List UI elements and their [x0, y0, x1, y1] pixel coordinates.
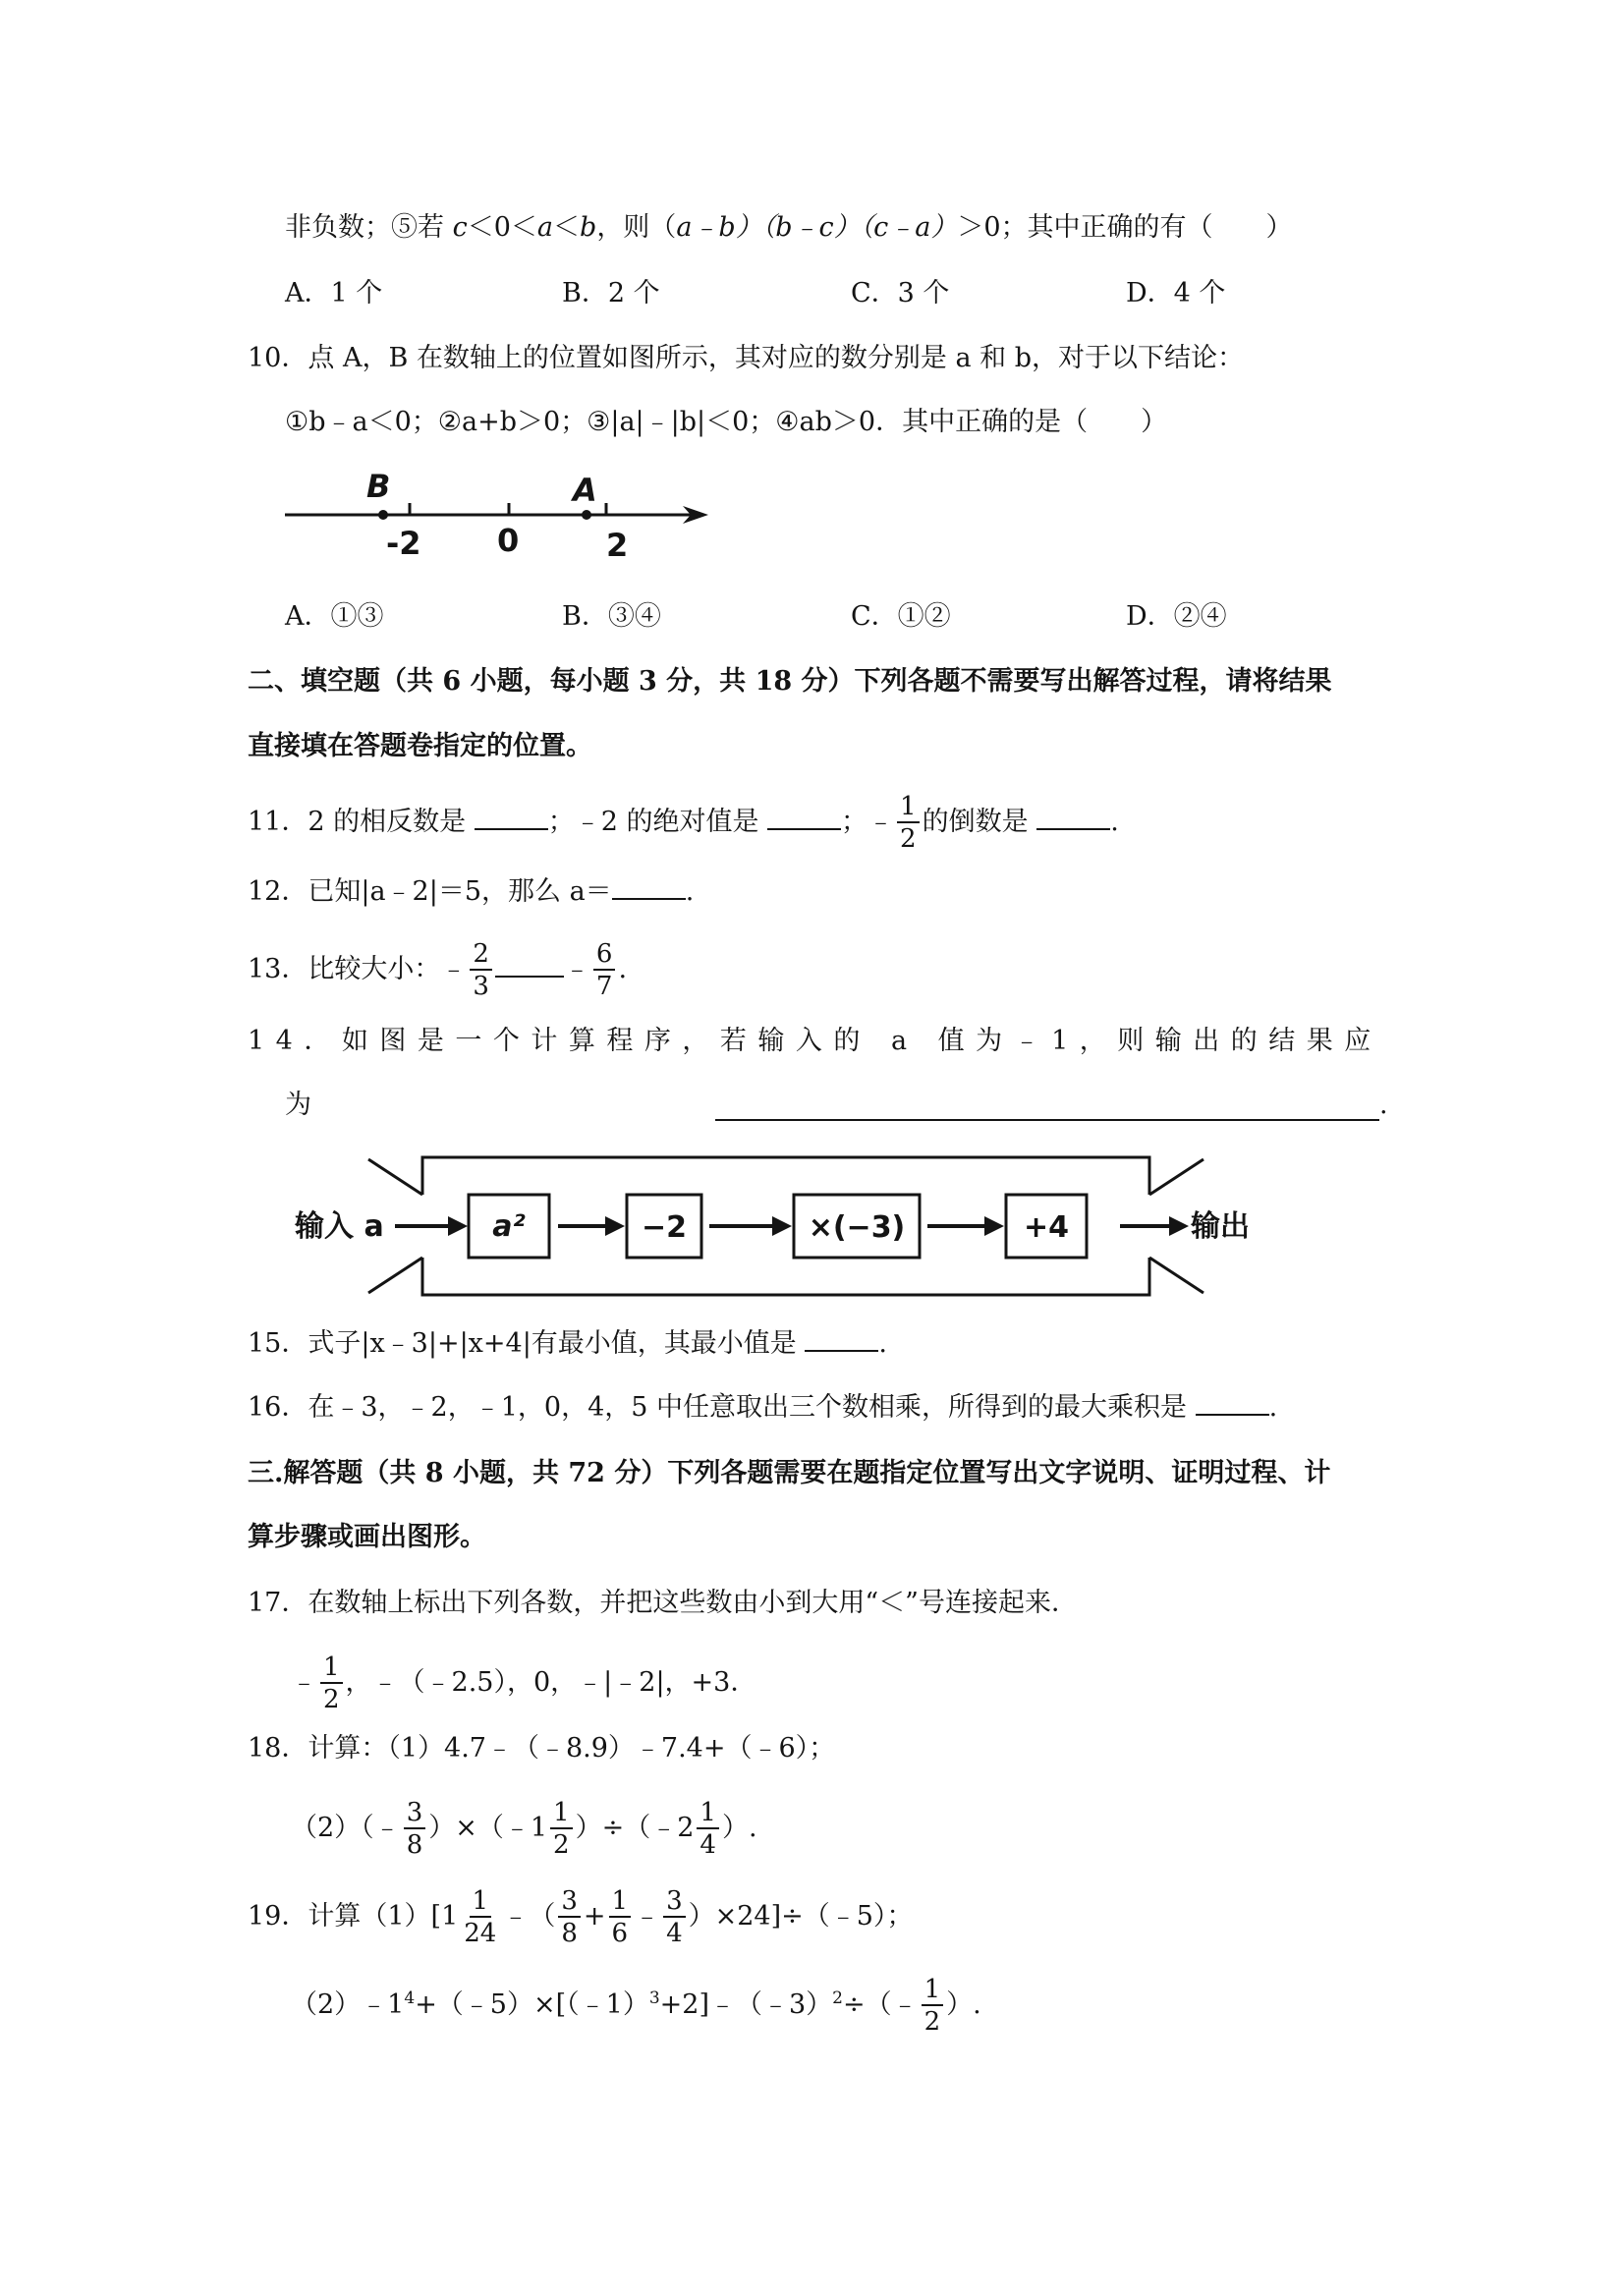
label-a: A: [573, 472, 597, 509]
answer-blank[interactable]: [1036, 828, 1110, 830]
q18-part1: 18．计算：（1）4.7﹣（﹣8.9）﹣7.4+（﹣6）；: [248, 1733, 836, 1764]
q14-line2: 为: [285, 1090, 311, 1120]
q16: 16．在﹣3，﹣2，﹣1，0，4，5 中任意取出三个数相乘，所得到的最大乘积是 .: [248, 1392, 1278, 1423]
flowchart-funnel-line: [1149, 1159, 1203, 1195]
q14-answer-blank[interactable]: [715, 1119, 1379, 1121]
answer-blank[interactable]: [475, 828, 548, 830]
flowchart-arrowhead: [772, 1216, 792, 1236]
answer-blank[interactable]: [805, 1350, 878, 1352]
section2-heading-line1: 二、填空题（共 6 小题，每小题 3 分，共 18 分）下列各题不需要写出解答过程，请将结果: [248, 666, 1332, 697]
flowchart-funnel-line: [368, 1258, 422, 1293]
answer-blank[interactable]: [1196, 1414, 1269, 1416]
q10-stem: 10．点 A，B 在数轴上的位置如图所示，其对应的数分别是 a 和 b，对于以下结论：: [248, 343, 1244, 373]
flowchart-arrowhead: [448, 1216, 468, 1236]
section2-heading-line2: 直接填在答题卷指定的位置。: [248, 731, 592, 761]
fraction: $\frac{1}{2}$: [897, 794, 920, 852]
label-b: B: [366, 470, 391, 505]
section3-heading-line2: 算步骤或画出图形。: [248, 1522, 486, 1552]
q9-option-b: B．2 个: [562, 278, 660, 308]
q9-option-c: C．3 个: [851, 278, 950, 308]
q19-part1: 19．计算（1）[1 $\frac{1}{24}$ ﹣（ $\frac{3}{8}$ + $\frac{1}{6}$ ﹣ $\frac{3}{4}$ ）×24]÷（﹣5）；: [248, 1886, 914, 1948]
q13: 13．比较大小：﹣ $\frac{2}{3}$ ﹣ $\frac{6}{7}$ .: [248, 939, 628, 1001]
tick-label-0: 0: [497, 522, 520, 559]
fraction: $\frac{1}{24}$: [464, 1886, 497, 1948]
flowchart-arrowhead: [984, 1216, 1004, 1236]
fraction: $\frac{3}{8}$: [558, 1888, 581, 1946]
q18-part2: （2）（﹣ $\frac{3}{8}$ ）×（﹣1 $\frac{1}{2}$ ）÷（﹣2 $\frac{1}{4}$ ）.: [291, 1798, 757, 1860]
point-b: [378, 510, 388, 520]
q19-part2: $(2)﹣1^4+(﹣5)\times[(﹣1)^3+2]﹣(﹣3)^2\div(﹣$ $\frac{1}{2}$ ）.: [291, 1975, 981, 2037]
fraction: $\frac{1}{2}$: [550, 1800, 573, 1858]
section3-heading-line1: 三.解答题（共 8 小题，共 72 分）下列各题需要在题指定位置写出文字说明、证明过程、计: [248, 1458, 1331, 1488]
q11: 11．2 的相反数是 ；﹣2 的绝对值是 ；﹣ $\frac{1}{2}$ 的倒数是 .: [248, 792, 1119, 854]
flowchart-arrowhead: [1169, 1216, 1189, 1236]
flowchart-box-square-label: a²: [492, 1209, 526, 1244]
answer-blank[interactable]: [767, 828, 841, 830]
q17-numbers: ﹣ $\frac{1}{2}$ ，﹣（﹣2.5），0，﹣|﹣2|，+3．: [291, 1652, 757, 1714]
q12: 12．已知|a﹣2|＝5，那么 a＝ .: [248, 876, 695, 907]
fraction: $\frac{3}{8}$: [404, 1800, 426, 1858]
answer-blank[interactable]: [612, 898, 686, 900]
tick-label-2: 2: [606, 527, 629, 564]
flowchart-arrowhead: [605, 1216, 625, 1236]
q10-option-b: B．③④: [562, 601, 661, 632]
q10-conclusions: ①b﹣a＜0；②a+b＞0；③|a|﹣|b|＜0；④ab＞0．其中正确的是（ ）: [285, 407, 1168, 437]
q15: 15．式子|x﹣3|+|x+4|有最小值，其最小值是 .: [248, 1328, 887, 1359]
q9-option-d: D．4 个: [1126, 278, 1226, 308]
answer-blank[interactable]: [495, 976, 564, 978]
q14-end: .: [1379, 1090, 1388, 1120]
fraction: $\frac{1}{6}$: [609, 1888, 632, 1946]
flowchart-figure: [285, 1148, 1277, 1305]
flowchart-output-label: 输出: [1191, 1209, 1250, 1244]
flowchart-funnel-line: [1149, 1258, 1203, 1293]
flowchart-loop-top: [422, 1157, 1149, 1195]
q17-stem: 17．在数轴上标出下列各数，并把这些数由小到大用“＜”号连接起来．: [248, 1588, 1078, 1618]
fraction: $\frac{3}{4}$: [663, 1888, 686, 1946]
q10-option-c: C．①②: [851, 601, 951, 632]
flowchart-box-times-neg3-label: ×(−3): [808, 1210, 906, 1245]
flowchart-box-minus2-label: −2: [641, 1210, 688, 1245]
flowchart-loop-bottom: [422, 1258, 1149, 1295]
q9-line: 非负数；⑤若 c＜0＜a＜b，则（a﹣b）（b﹣c）（c﹣a）＞0；其中正确的有（ ）: [285, 212, 1293, 243]
fraction: $\frac{1}{2}$: [320, 1654, 343, 1712]
fraction: $\frac{1}{4}$: [697, 1800, 719, 1858]
q10-option-d: D．②④: [1126, 601, 1227, 632]
fraction: $\frac{6}{7}$: [593, 941, 616, 999]
fraction: $\frac{1}{2}$: [922, 1977, 944, 2035]
q14-line1: 14．如图是一个计算程序，若输入的 a 值为﹣1，则输出的结果应: [248, 1026, 1382, 1056]
fraction: $\frac{2}{3}$: [470, 941, 492, 999]
flowchart-funnel-line: [368, 1159, 422, 1195]
flowchart-input-label: 输入 a: [295, 1209, 384, 1244]
flowchart-box-plus4-label: +4: [1023, 1210, 1070, 1245]
q9-option-a: A．1 个: [285, 278, 383, 308]
q10-option-a: A．①③: [285, 601, 384, 632]
number-line-figure: [280, 470, 712, 568]
tick-label-neg2: -2: [386, 525, 421, 562]
point-a: [582, 510, 591, 520]
